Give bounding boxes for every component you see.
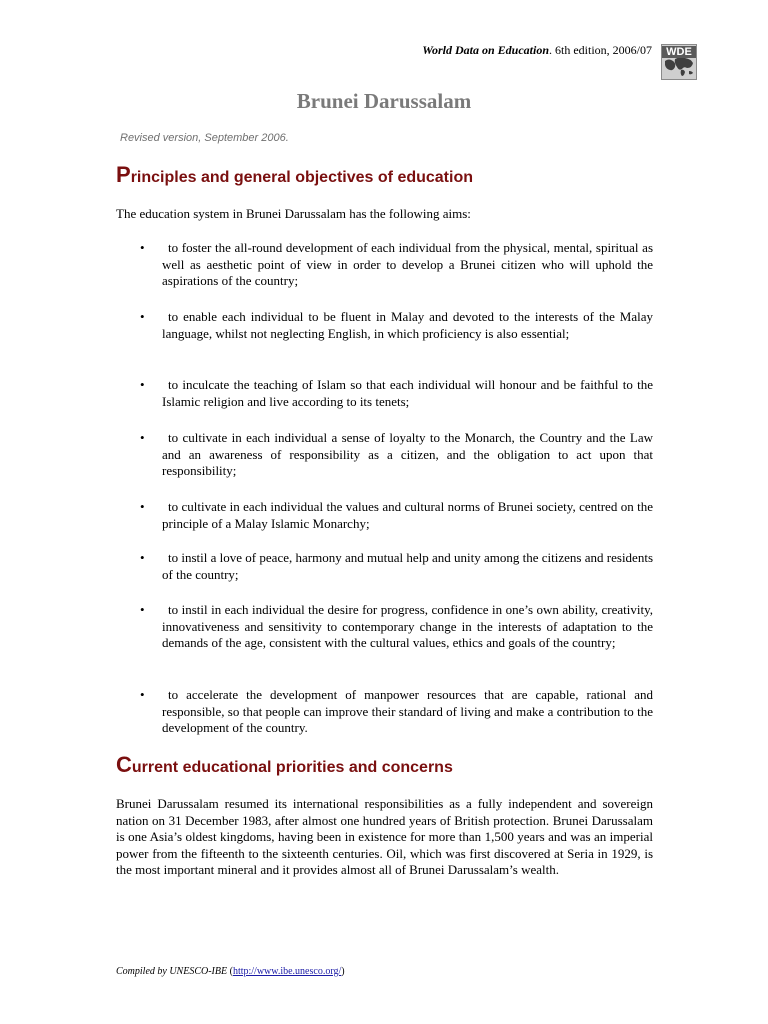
running-header [380,43,652,57]
list-item-text: to instil a love of peace, harmony and mutual help and unity among the citizens and residents of the country; [162,550,653,582]
section-heading-priorities [116,754,453,779]
intro-paragraph: The education system in Brunei Darussalam has the following aims: [116,206,471,221]
bullet: • [140,602,145,617]
bullet: • [140,499,145,514]
publication-title: World Data on Education [422,43,549,57]
heading-text: rinciples and general objectives of education [130,169,473,186]
bullet: • [140,377,145,392]
list-item-text: to cultivate in each individual the values and cultural norms of Brunei society, centred on the principle of a Malay Islamic Monarchy; [162,499,653,531]
bullet: • [140,550,145,565]
list-item-text: to enable each individual to be fluent in Malay and devoted to the interests of the Malay language, whilst not neglecting English, in which proficiency is also essential; [162,309,653,341]
bullet: • [140,309,145,324]
heading-initial: P [116,162,131,187]
bullet: • [140,687,145,702]
footer [116,966,345,978]
list-item-text: to inculcate the teaching of Islam so that each individual will honour and be faithful to the Islamic religion and live according to its tenets; [162,377,653,409]
edition-text: . 6th edition, 2006/07 [549,43,652,57]
ibe-link[interactable]: http://www.ibe.unesco.org/ [232,966,342,977]
footer-open-paren: ( [227,966,233,977]
heading-text: urrent educational priorities and concerns [131,759,453,776]
list-item-text: to instil in each individual the desire for progress, confidence in one’s own ability, creativity, innovativeness and sensitivity to contemporary change in the interests of adaptation to the demands of the age, consistent with the cultural values, ethics and goals of the country; [162,602,653,650]
heading-initial: C [116,752,132,777]
body-paragraph: Brunei Darussalam resumed its international responsibilities as a fully independent and sovereign nation on 31 December 1983, after almost one hundred years of British protection. Brunei Darussalam is one Asia’s oldest kingdoms, having been in existence for more than 1,500 years and was an imperial power from the fifteenth to the sixteenth centuries. Oil, which was first discovered at Seria in 1929, is the most important mineral and it provides almost all of Brunei Darussalam’s wealth. [116,796,653,877]
list-item-text: to cultivate in each individual a sense of loyalty to the Monarch, the Country and the Law and an awareness of responsibility as a citizen, and the obligation to act upon that responsibility; [162,430,653,478]
bullet: • [140,430,145,445]
revised-note: Revised version, September 2006. [120,132,289,144]
section-heading-principles [116,164,473,189]
list-item-text: to accelerate the development of manpower resources that are capable, rational and responsible, so that people can improve their standard of living and make a contribution to the development of the country. [162,687,653,735]
bullet: • [140,240,145,255]
logo-text: WDE [662,46,696,58]
document-title: Brunei Darussalam [296,89,472,113]
list-item-text: to foster the all-round development of each individual from the physical, mental, spiritual as well as aesthetic point of view in order to develop a Brunei citizen who will uphold the aspirations of the country; [162,240,653,288]
wde-logo [661,44,697,80]
footer-close-paren: ) [341,966,345,977]
compiled-by: Compiled by UNESCO-IBE [116,966,228,977]
